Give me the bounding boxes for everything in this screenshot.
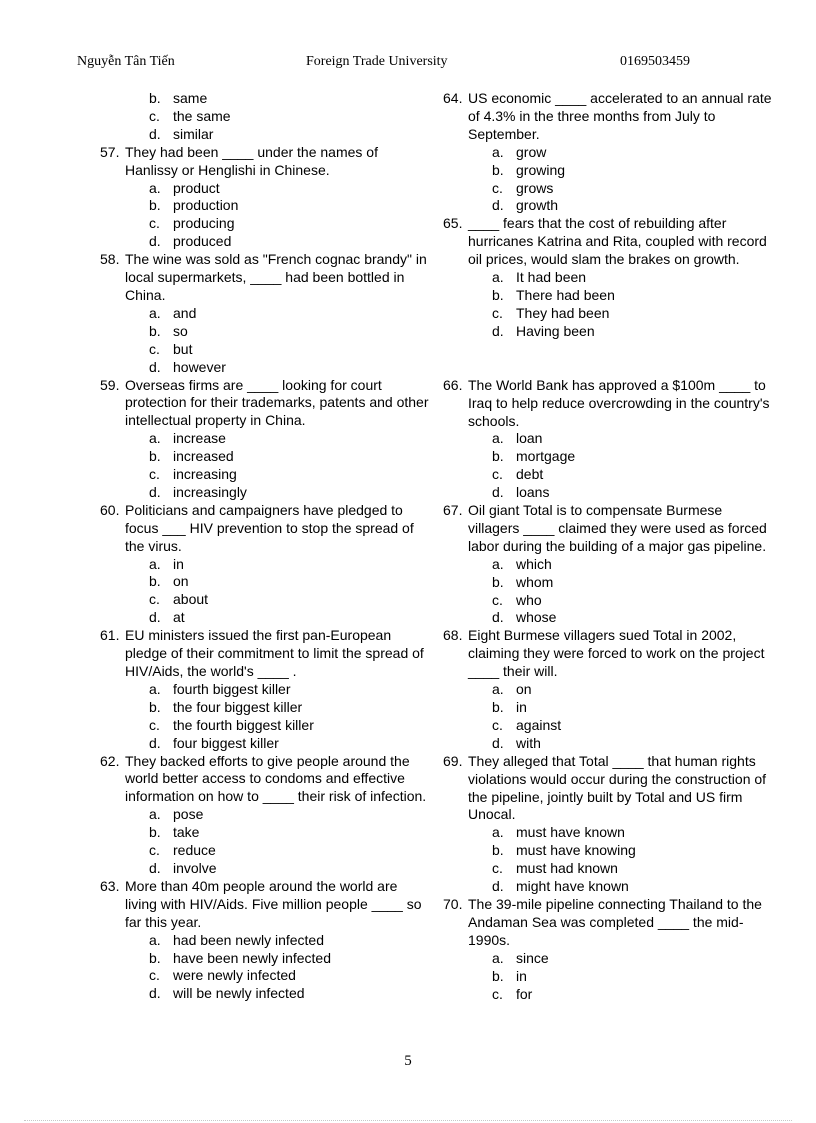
option-text: the fourth biggest killer — [173, 716, 314, 733]
question-number: 60. — [100, 501, 120, 518]
option-letter: b. — [149, 322, 161, 339]
option-text: and — [173, 304, 197, 321]
option-c — [443, 180, 773, 198]
option-letter: a. — [149, 430, 161, 447]
option-letter: d. — [149, 609, 161, 626]
option-b — [443, 842, 773, 860]
option-b — [100, 950, 430, 968]
option-text: production — [173, 197, 239, 214]
question-67 — [443, 502, 773, 627]
option-text: loans — [516, 484, 550, 501]
option-a — [100, 806, 430, 824]
option-a — [100, 180, 430, 198]
left-column — [100, 90, 430, 1003]
option-letter: d. — [492, 734, 504, 751]
option-text: must have known — [516, 824, 625, 841]
question-61 — [100, 627, 430, 752]
option-c — [443, 592, 773, 610]
option-a — [100, 681, 430, 699]
option-text: four biggest killer — [173, 734, 279, 751]
option-letter: d. — [149, 233, 161, 250]
option-letter: c. — [492, 860, 503, 877]
question-text: The World Bank has approved a $100m ____ to Iraq to help reduce overcrowding in the country's schools. — [468, 376, 770, 429]
option-text: the same — [173, 107, 231, 124]
option-letter: c. — [492, 304, 503, 321]
option-letter: a. — [492, 949, 504, 966]
option-d — [100, 609, 430, 627]
question-63 — [100, 878, 430, 1003]
option-d — [443, 323, 773, 341]
question-number: 69. — [443, 752, 463, 769]
option-text: mortgage — [516, 448, 576, 465]
option-letter: a. — [149, 304, 161, 321]
option-letter: d. — [492, 609, 504, 626]
question-text: Oil giant Total is to compensate Burmese villagers ____ claimed they were used as forced labor during the building of a major gas pipeline. — [468, 502, 767, 554]
question-58 — [100, 251, 430, 376]
option-letter: b. — [492, 967, 504, 984]
option-letter: c. — [149, 591, 160, 608]
option-text: for — [516, 985, 533, 1002]
option-text: had been newly infected — [173, 931, 324, 948]
question-number: 57. — [100, 143, 120, 160]
option-text: increasingly — [173, 483, 247, 500]
option — [100, 108, 430, 126]
option-c — [100, 717, 430, 735]
option-c — [100, 842, 430, 860]
option-text: the four biggest killer — [173, 698, 303, 715]
option-letter: d. — [149, 483, 161, 500]
option-letter: c. — [492, 985, 503, 1002]
option-text: grow — [516, 143, 547, 160]
option-text: might have known — [516, 878, 629, 895]
option-text: with — [516, 734, 541, 751]
option-a — [443, 824, 773, 842]
option-text: in — [173, 555, 184, 572]
option-a — [100, 430, 430, 448]
option-letter: a. — [149, 680, 161, 697]
option-text: pose — [173, 806, 204, 823]
option-c — [100, 967, 430, 985]
option-d — [443, 484, 773, 502]
option-d — [100, 985, 430, 1003]
option-text: grows — [516, 179, 554, 196]
option-d — [443, 735, 773, 753]
option-letter: d. — [492, 484, 504, 501]
option — [100, 90, 430, 108]
option-b — [443, 162, 773, 180]
option-text: growth — [516, 197, 559, 214]
question-number: 58. — [100, 251, 120, 268]
header-school: Foreign Trade University — [306, 54, 448, 69]
question-number: 66. — [443, 376, 463, 393]
option-b — [443, 574, 773, 592]
option-text: whose — [516, 609, 557, 626]
question-text: EU ministers issued the first pan-European pledge of their commitment to limit the spread of HIV/Aids, the world's ____ . — [125, 627, 424, 679]
option-d — [100, 484, 430, 502]
option-a — [443, 556, 773, 574]
option-text: similar — [173, 125, 214, 142]
option-c — [100, 215, 430, 233]
question-text: The 39-mile pipeline connecting Thailand to the Andaman Sea was completed ____ the mid-1990s. — [468, 895, 762, 948]
option-letter: a. — [492, 269, 504, 286]
option-b — [100, 824, 430, 842]
option-b — [100, 448, 430, 466]
header-phone: 0169503459 — [620, 54, 690, 69]
question-65 — [443, 215, 773, 340]
option-letter: a. — [492, 430, 504, 447]
option-text: product — [173, 179, 220, 196]
question-70 — [443, 896, 773, 1003]
option-text: were newly infected — [173, 967, 296, 984]
option-d — [443, 878, 773, 896]
question-number: 65. — [443, 215, 463, 232]
option-d — [443, 609, 773, 627]
option-text: on — [516, 681, 532, 698]
option-b — [443, 699, 773, 717]
option-letter: c. — [149, 215, 160, 232]
option-text: but — [173, 340, 193, 357]
option-letter: b. — [149, 90, 161, 106]
option-c — [443, 305, 773, 323]
question-59 — [100, 377, 430, 502]
option-b — [443, 287, 773, 305]
option-text: involve — [173, 859, 217, 876]
option-letter: b. — [492, 161, 504, 178]
option-letter: b. — [149, 197, 161, 214]
option-a — [100, 305, 430, 323]
option-a — [100, 556, 430, 574]
option-a — [100, 932, 430, 950]
question-text: They alleged that Total ____ that human rights violations would occur during the construction of the pipeline, jointly built by Total and US firm Unocal. — [468, 752, 767, 823]
option-letter: a. — [492, 824, 504, 841]
question-text: Politicians and campaigners have pledged to focus ___ HIV prevention to stop the spread of the virus. — [125, 501, 414, 554]
question-68 — [443, 627, 773, 752]
option-letter: c. — [149, 716, 160, 733]
option-text: will be newly infected — [173, 985, 305, 1002]
option-text: They had been — [516, 304, 610, 321]
option-text: must had known — [516, 860, 618, 877]
question-69 — [443, 753, 773, 896]
option-c — [443, 717, 773, 735]
option-letter: b. — [149, 824, 161, 841]
option-letter: d. — [149, 859, 161, 876]
option-c — [443, 860, 773, 878]
option-text: increased — [173, 448, 234, 465]
question-number: 62. — [100, 752, 120, 769]
option-letter: b. — [492, 842, 504, 859]
blank-gap — [443, 341, 773, 377]
question-60 — [100, 502, 430, 627]
option-b — [100, 323, 430, 341]
option-letter: a. — [492, 143, 504, 160]
question-text: Eight Burmese villagers sued Total in 2002, claiming they were forced to work on the project ____ their will. — [468, 627, 765, 680]
question-number: 64. — [443, 90, 463, 106]
option-text: It had been — [516, 269, 587, 286]
question-number: 70. — [443, 895, 463, 912]
option-letter: a. — [149, 931, 161, 948]
question-text: ____ fears that the cost of rebuilding after hurricanes Katrina and Rita, coupled with record oil prices, would slam the brakes on growth. — [468, 215, 767, 268]
option-c — [100, 591, 430, 609]
option-text: which — [516, 555, 552, 572]
question-57 — [100, 144, 430, 251]
option — [100, 126, 430, 144]
question-number: 59. — [100, 376, 120, 393]
question-text: They backed efforts to give people around the world better access to condoms and effective information on how to ____ their risk of infection. — [125, 752, 427, 805]
option-a — [443, 950, 773, 968]
option-text: Having been — [516, 322, 595, 339]
option-a — [443, 681, 773, 699]
option-text: in — [516, 699, 527, 715]
right-column — [443, 90, 773, 1003]
option-text: since — [516, 949, 549, 966]
option-text: There had been — [516, 286, 615, 303]
page-number: 5 — [404, 1053, 412, 1069]
question-number: 61. — [100, 627, 120, 644]
option-a — [443, 269, 773, 287]
option-text: producing — [173, 215, 235, 232]
option-letter: d. — [149, 734, 161, 751]
question-number: 63. — [100, 877, 120, 894]
option-b — [100, 573, 430, 591]
option-letter: c. — [492, 716, 503, 733]
question-text: They had been ____ under the names of Hanlissy or Henglishi in Chinese. — [125, 143, 378, 178]
option-text: against — [516, 716, 562, 733]
option-letter: d. — [149, 985, 161, 1002]
question-number: 67. — [443, 502, 463, 519]
option-letter: c. — [149, 107, 160, 124]
option-letter: d. — [492, 878, 504, 895]
option-letter: d. — [149, 125, 161, 142]
option-text: produced — [173, 233, 232, 250]
option-letter: c. — [149, 340, 160, 357]
option-letter: d. — [492, 197, 504, 214]
option-text: debt — [516, 466, 544, 483]
option-letter: b. — [149, 698, 161, 715]
option-letter: c. — [149, 967, 160, 984]
option-text: take — [173, 824, 200, 841]
option-letter: a. — [149, 179, 161, 196]
option-letter: b. — [492, 573, 504, 590]
option-text: reduce — [173, 842, 216, 859]
option-text: growing — [516, 161, 566, 178]
option-letter: a. — [149, 555, 161, 572]
option-b — [100, 197, 430, 215]
header-author: Nguyễn Tân Tiến — [77, 54, 175, 69]
option-letter: d. — [149, 358, 161, 375]
option-text: loan — [516, 430, 543, 447]
footer-divider — [24, 1120, 792, 1121]
option-letter: d. — [492, 322, 504, 339]
question-66 — [443, 377, 773, 502]
option-letter: b. — [149, 573, 161, 590]
option-letter: b. — [492, 286, 504, 303]
option-letter: b. — [149, 448, 161, 465]
option-letter: b. — [492, 699, 504, 715]
option-b — [100, 699, 430, 717]
option-text: have been newly infected — [173, 949, 331, 966]
option-b — [443, 968, 773, 986]
option-b — [443, 448, 773, 466]
question-62 — [100, 753, 430, 878]
option-text: who — [516, 591, 542, 608]
option-text: at — [173, 609, 185, 626]
option-text: same — [173, 90, 208, 106]
option-text: about — [173, 591, 209, 608]
option-text: whom — [516, 573, 554, 590]
option-letter: c. — [492, 179, 503, 196]
question-64 — [443, 90, 773, 215]
option-d — [100, 735, 430, 753]
option-letter: a. — [492, 555, 504, 572]
option-letter: a. — [149, 806, 161, 823]
option-d — [100, 359, 430, 377]
option-text: increase — [173, 430, 226, 447]
option-c — [100, 341, 430, 359]
option-text: fourth biggest killer — [173, 680, 291, 697]
option-letter: b. — [149, 949, 161, 966]
option-c — [443, 986, 773, 1004]
option-letter: c. — [149, 842, 160, 859]
option-a — [443, 430, 773, 448]
option-c — [100, 466, 430, 484]
question-text: US economic ____ accelerated to an annual rate of 4.3% in the three months from July to September. — [468, 90, 772, 142]
question-text: Overseas firms are ____ looking for court protection for their trademarks, patents and other intellectual property in China. — [125, 376, 429, 429]
question-number: 68. — [443, 627, 463, 644]
option-c — [443, 466, 773, 484]
option-d — [100, 860, 430, 878]
option-text: so — [173, 322, 188, 339]
option-text: increasing — [173, 466, 237, 483]
option-letter: c. — [149, 466, 160, 483]
question-text: More than 40m people around the world are living with HIV/Aids. Five million people ____ so far this year. — [125, 877, 422, 930]
option-letter: a. — [492, 681, 504, 698]
option-d — [443, 197, 773, 215]
question-text: The wine was sold as "French cognac brandy" in local supermarkets, ____ had been bottled in China. — [125, 251, 427, 303]
option-text: however — [173, 358, 226, 375]
option-text: in — [516, 967, 527, 984]
option-text: on — [173, 573, 189, 590]
option-letter: b. — [492, 448, 504, 465]
option-d — [100, 233, 430, 251]
option-text: must have knowing — [516, 842, 636, 859]
continued-options — [100, 90, 430, 144]
option-letter: c. — [492, 466, 503, 483]
option-letter: c. — [492, 591, 503, 608]
option-a — [443, 144, 773, 162]
